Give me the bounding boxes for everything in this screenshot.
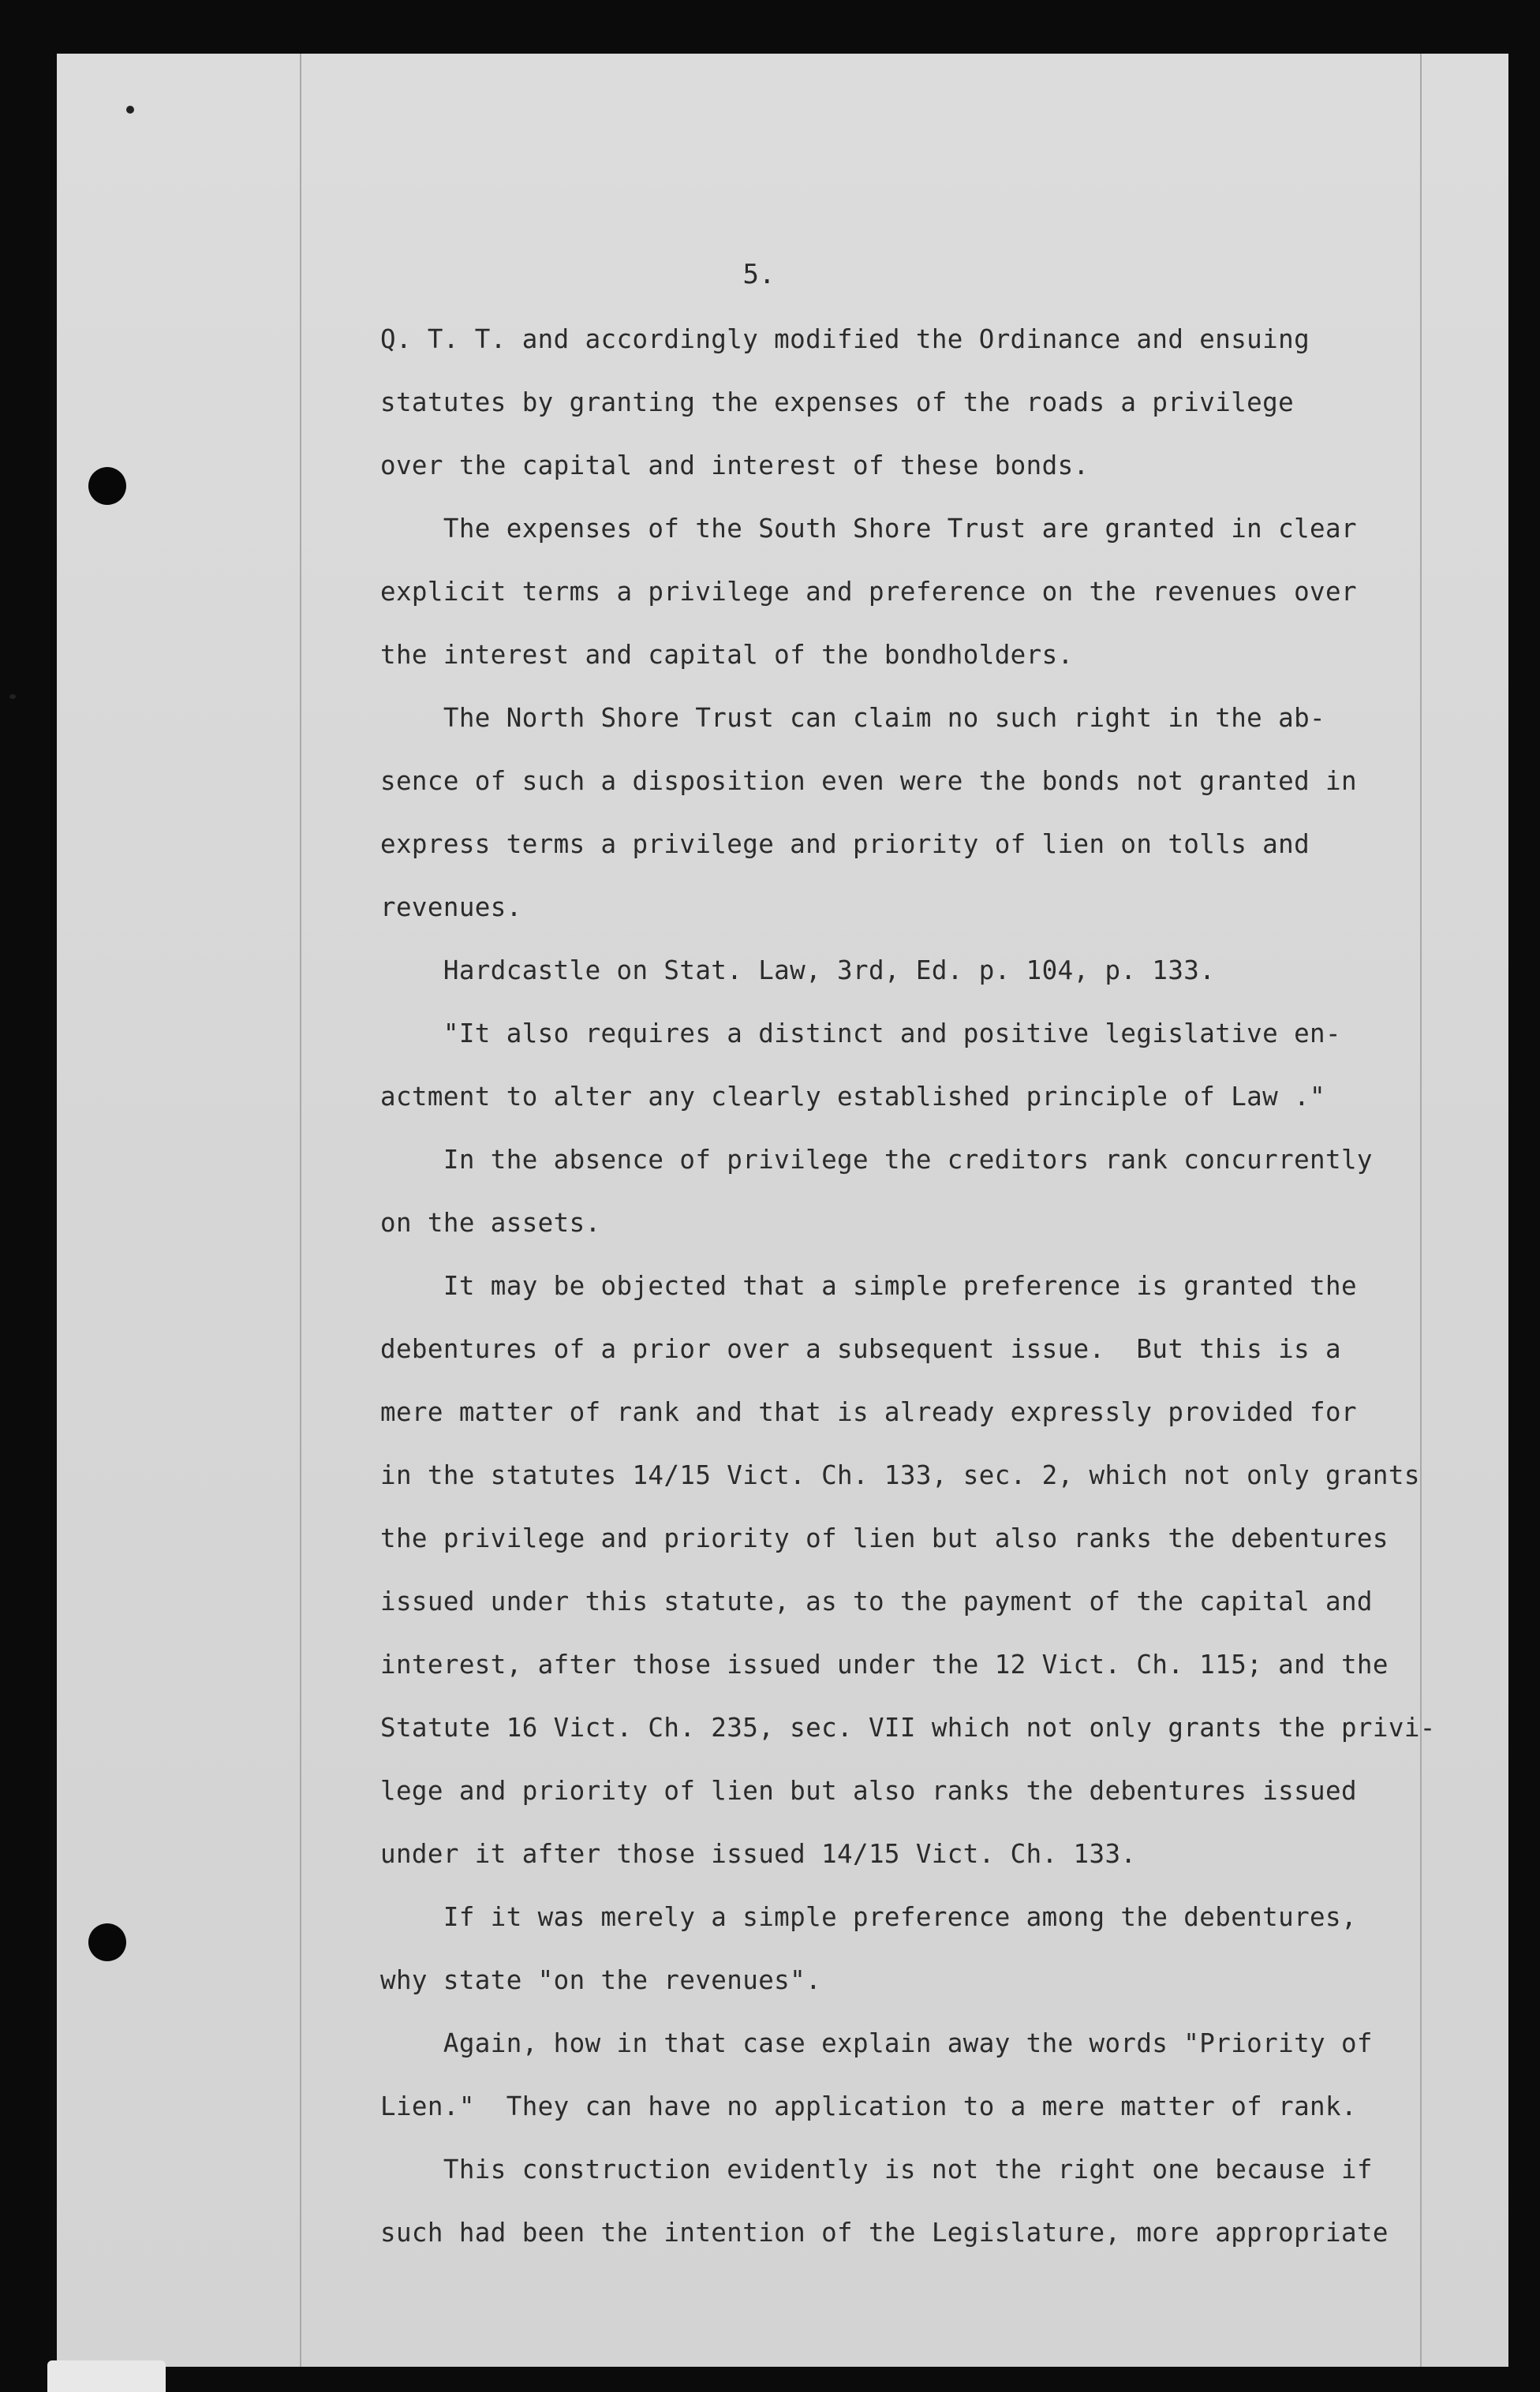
document-page <box>57 54 1508 2367</box>
text-line: express terms a privilege and priority of lien on tolls and <box>380 829 1310 859</box>
left-margin-rule <box>300 54 301 2367</box>
text-line: Hardcastle on Stat. Law, 3rd, Ed. p. 104, p. 133. <box>380 955 1216 985</box>
text-line: lege and priority of lien but also ranks the debentures issued <box>380 1776 1357 1806</box>
text-line: in the statutes 14/15 Vict. Ch. 133, sec. 2, which not only grants <box>380 1460 1420 1490</box>
text-line: "It also requires a distinct and positive legislative en- <box>380 1018 1341 1048</box>
punch-hole-top <box>88 467 126 505</box>
film-tab <box>47 2360 166 2392</box>
scan-speck <box>9 694 16 699</box>
text-line: over the capital and interest of these bonds. <box>380 450 1090 480</box>
text-line: under it after those issued 14/15 Vict. Ch. 133. <box>380 1839 1137 1869</box>
text-line: sence of such a disposition even were the bonds not granted in <box>380 766 1357 796</box>
text-line: revenues. <box>380 892 522 922</box>
text-line: Q. T. T. and accordingly modified the Ordinance and ensuing <box>380 324 1310 354</box>
text-line: Again, how in that case explain away the words "Priority of <box>380 2028 1373 2058</box>
text-line: interest, after those issued under the 12 Vict. Ch. 115; and the <box>380 1650 1389 1680</box>
text-line: the privilege and priority of lien but also ranks the debentures <box>380 1523 1389 1553</box>
text-line: explicit terms a privilege and preference on the revenues over <box>380 577 1357 607</box>
text-line: actment to alter any clearly established principle of Law ." <box>380 1082 1325 1112</box>
text-line: why state "on the revenues". <box>380 1965 822 1995</box>
scan-speck <box>126 106 134 114</box>
page-number: 5. <box>742 259 776 290</box>
text-line: This construction evidently is not the right one because if <box>380 2155 1373 2185</box>
text-line: In the absence of privilege the creditors rank concurrently <box>380 1145 1373 1175</box>
text-line: debentures of a prior over a subsequent issue. But this is a <box>380 1334 1341 1364</box>
text-line: on the assets. <box>380 1208 601 1238</box>
text-line: It may be objected that a simple preference is granted the <box>380 1271 1357 1301</box>
text-line: If it was merely a simple preference among the debentures, <box>380 1902 1357 1932</box>
text-line: issued under this statute, as to the payment of the capital and <box>380 1587 1373 1616</box>
text-line: the interest and capital of the bondholders. <box>380 640 1074 670</box>
text-line: The North Shore Trust can claim no such right in the ab- <box>380 703 1325 733</box>
punch-hole-bottom <box>88 1923 126 1961</box>
page-content <box>380 251 1501 2264</box>
text-line: statutes by granting the expenses of the roads a privilege <box>380 387 1295 417</box>
text-line: The expenses of the South Shore Trust are granted in clear <box>380 514 1357 544</box>
text-line: Lien." They can have no application to a mere matter of rank. <box>380 2091 1357 2121</box>
text-line: such had been the intention of the Legislature, more appropriate <box>380 2218 1389 2248</box>
text-line: Statute 16 Vict. Ch. 235, sec. VII which not only grants the privi- <box>380 1713 1436 1743</box>
text-line: mere matter of rank and that is already expressly provided for <box>380 1397 1357 1427</box>
